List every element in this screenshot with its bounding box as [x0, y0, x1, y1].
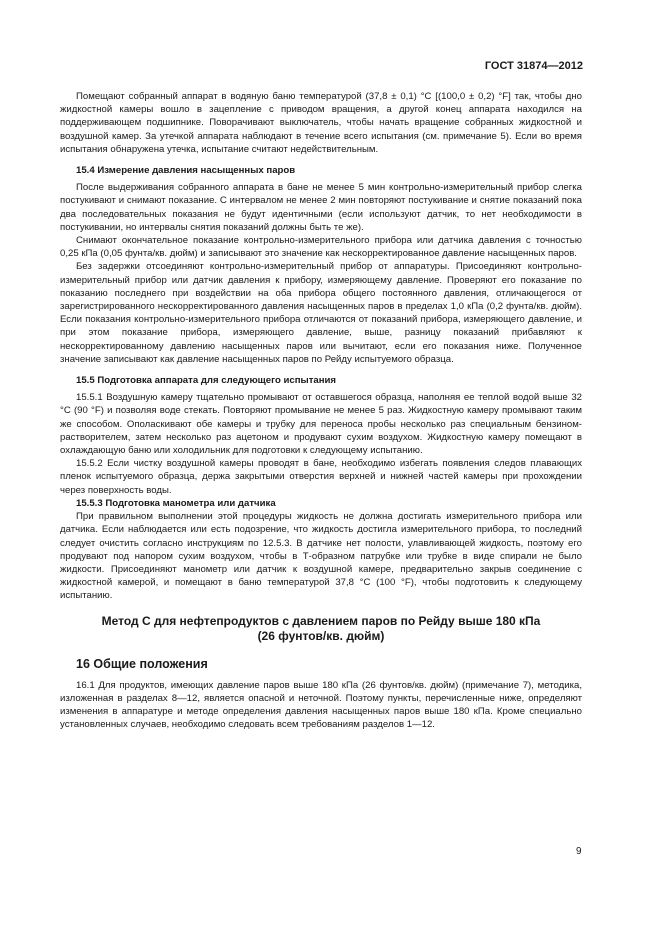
paragraph-15-5-2: 15.5.2 Если чистку воздушной камеры проводят в бане, необходимо избегать появления следов плавающих пленок испытуемого образца, держа закрытыми отверстия верхней и нижней частей камеры при прохождении через поверхность воды.: [60, 458, 582, 496]
document-body: [60, 90, 582, 732]
paragraph-gauge-check: Без задержки отсоединяют контрольно-измерительный прибор от аппаратуры. Присоединяют контрольно-измерительный прибор или датчик давления к прибору, измеряющему давление. Проверяют его показание по показанию последнего при воздействии на оба прибора общего постоянного давления, отличающегося от зарегистрированного нескорректированного давления насыщенных паров в пределах 1,0 кПа (0,2 фунта/кв. дюйм). Если показания контрольно-измерительного прибора отличаются от показаний прибора, измеряющего давление, и при этом показание прибора, измеряющего давление, выше, разницу показаний прибавляют к нескорректированному давлению насыщенных паров или вычитают, если его показания ниже. Полученное значение записывают как давление насыщенных паров по Рейду испытуемого образца.: [60, 261, 582, 365]
paragraph-16-1: 16.1 Для продуктов, имеющих давление паров выше 180 кПа (26 фунтов/кв. дюйм) (примечание 7), методика, изложенная в разделах 8—12, является опасной и неточной. Поэтому пункты, перечисленные ниже, определяют изменения в аппаратуре и методе определения давления насыщенных паров выше 180 кПа. Кроме специально установленных случаев, необходимо следовать всем требованиям разделов 1—12.: [60, 679, 582, 731]
section-heading-15-5-3: 15.5.3 Подготовка манометра или датчика: [76, 497, 276, 509]
section-heading-15-5: 15.5 Подготовка аппарата для следующего испытания: [76, 375, 337, 387]
method-c-title-line-1: Метод С для нефтепродуктов с давлением паров по Рейду выше 180 кПа: [101, 613, 541, 628]
section-heading-15-4: 15.4 Измерение давления насыщенных паров: [76, 165, 296, 177]
section-heading-16: 16 Общие положения: [76, 656, 208, 671]
method-c-title: [60, 614, 582, 644]
paragraph-bath-placement: Помещают собранный аппарат в водяную баню температурой (37,8 ± 0,1) °С [(100,0 ± 0,2) °F] так, чтобы дно жидкостной камеры вошло в зацепление с приводом вращения, а другой конец аппарата находился на поддерживающем подшипнике. Поворачивают выключатель, чтобы начать вращение собранных жидкостной и воздушной камер. За утечкой аппарата наблюдают в течение всего испытания (см. примечание 5). Если во время испытания обнаружена утечка, испытание считают недействительным.: [60, 91, 582, 155]
paragraph-gauge-preparation: При правильном выполнении этой процедуры жидкость не должна достигать измерительного прибора или датчика. Если наблюдается или есть подозрение, что жидкость достигла измерительного прибора, то последний следует очистить согласно инструкциям по 12.5.3. В датчике нет полости, улавливающей жидкость, поэтому его продувают под напором сухим воздухом, чтобы в Т-образном патрубке или трубке в виде спирали не было жидкости. Присоединяют манометр или датчик к воздушной камере, предварительно закрыв соединение с жидкостной камерой, и помещают в баню температурой 37,8 °С (100 °F), чтобы подготовить к следующему испытанию.: [60, 511, 582, 602]
paragraph-tapping-readings: После выдерживания собранного аппарата в бане не менее 5 мин контрольно-измерительный прибор слегка постукивают и снимают показание. С интервалом не менее 2 мин повторяют постукивание и снятие показаний пока два последовательных показания не будут идентичными (если используют датчик, то нет необходимости в постукивании, но интервалы снятия показаний должны быть те же).: [60, 182, 582, 233]
paragraph-15-5-1: 15.5.1 Воздушную камеру тщательно промывают от оставшегося образца, наполняя ее теплой водой выше 32 °С (90 °F) и позволяя воде стекать. Повторяют промывание не менее 5 раз. Жидкостную камеру промывают таким же способом. Ополаскивают обе камеры и трубку для переноса пробы несколько раз специальным бензином-растворителем, затем несколько раз ацетоном и продувают сухим воздухом. Жидкостную камеру помещают в охлаждающую баню или холодильник для подготовки к следующему испытанию.: [60, 392, 582, 457]
document-code-header: ГОСТ 31874—2012: [484, 60, 583, 72]
page-number: 9: [576, 846, 582, 857]
paragraph-final-reading: Снимают окончательное показание контрольно-измерительного прибора или датчика давления с точностью 0,25 кПа (0,05 фунта/кв. дюйм) и записывают это значение как нескорректированное давление насыщенных паров.: [60, 235, 582, 260]
method-c-title-line-2: (26 фунтов/кв. дюйм): [257, 628, 385, 643]
